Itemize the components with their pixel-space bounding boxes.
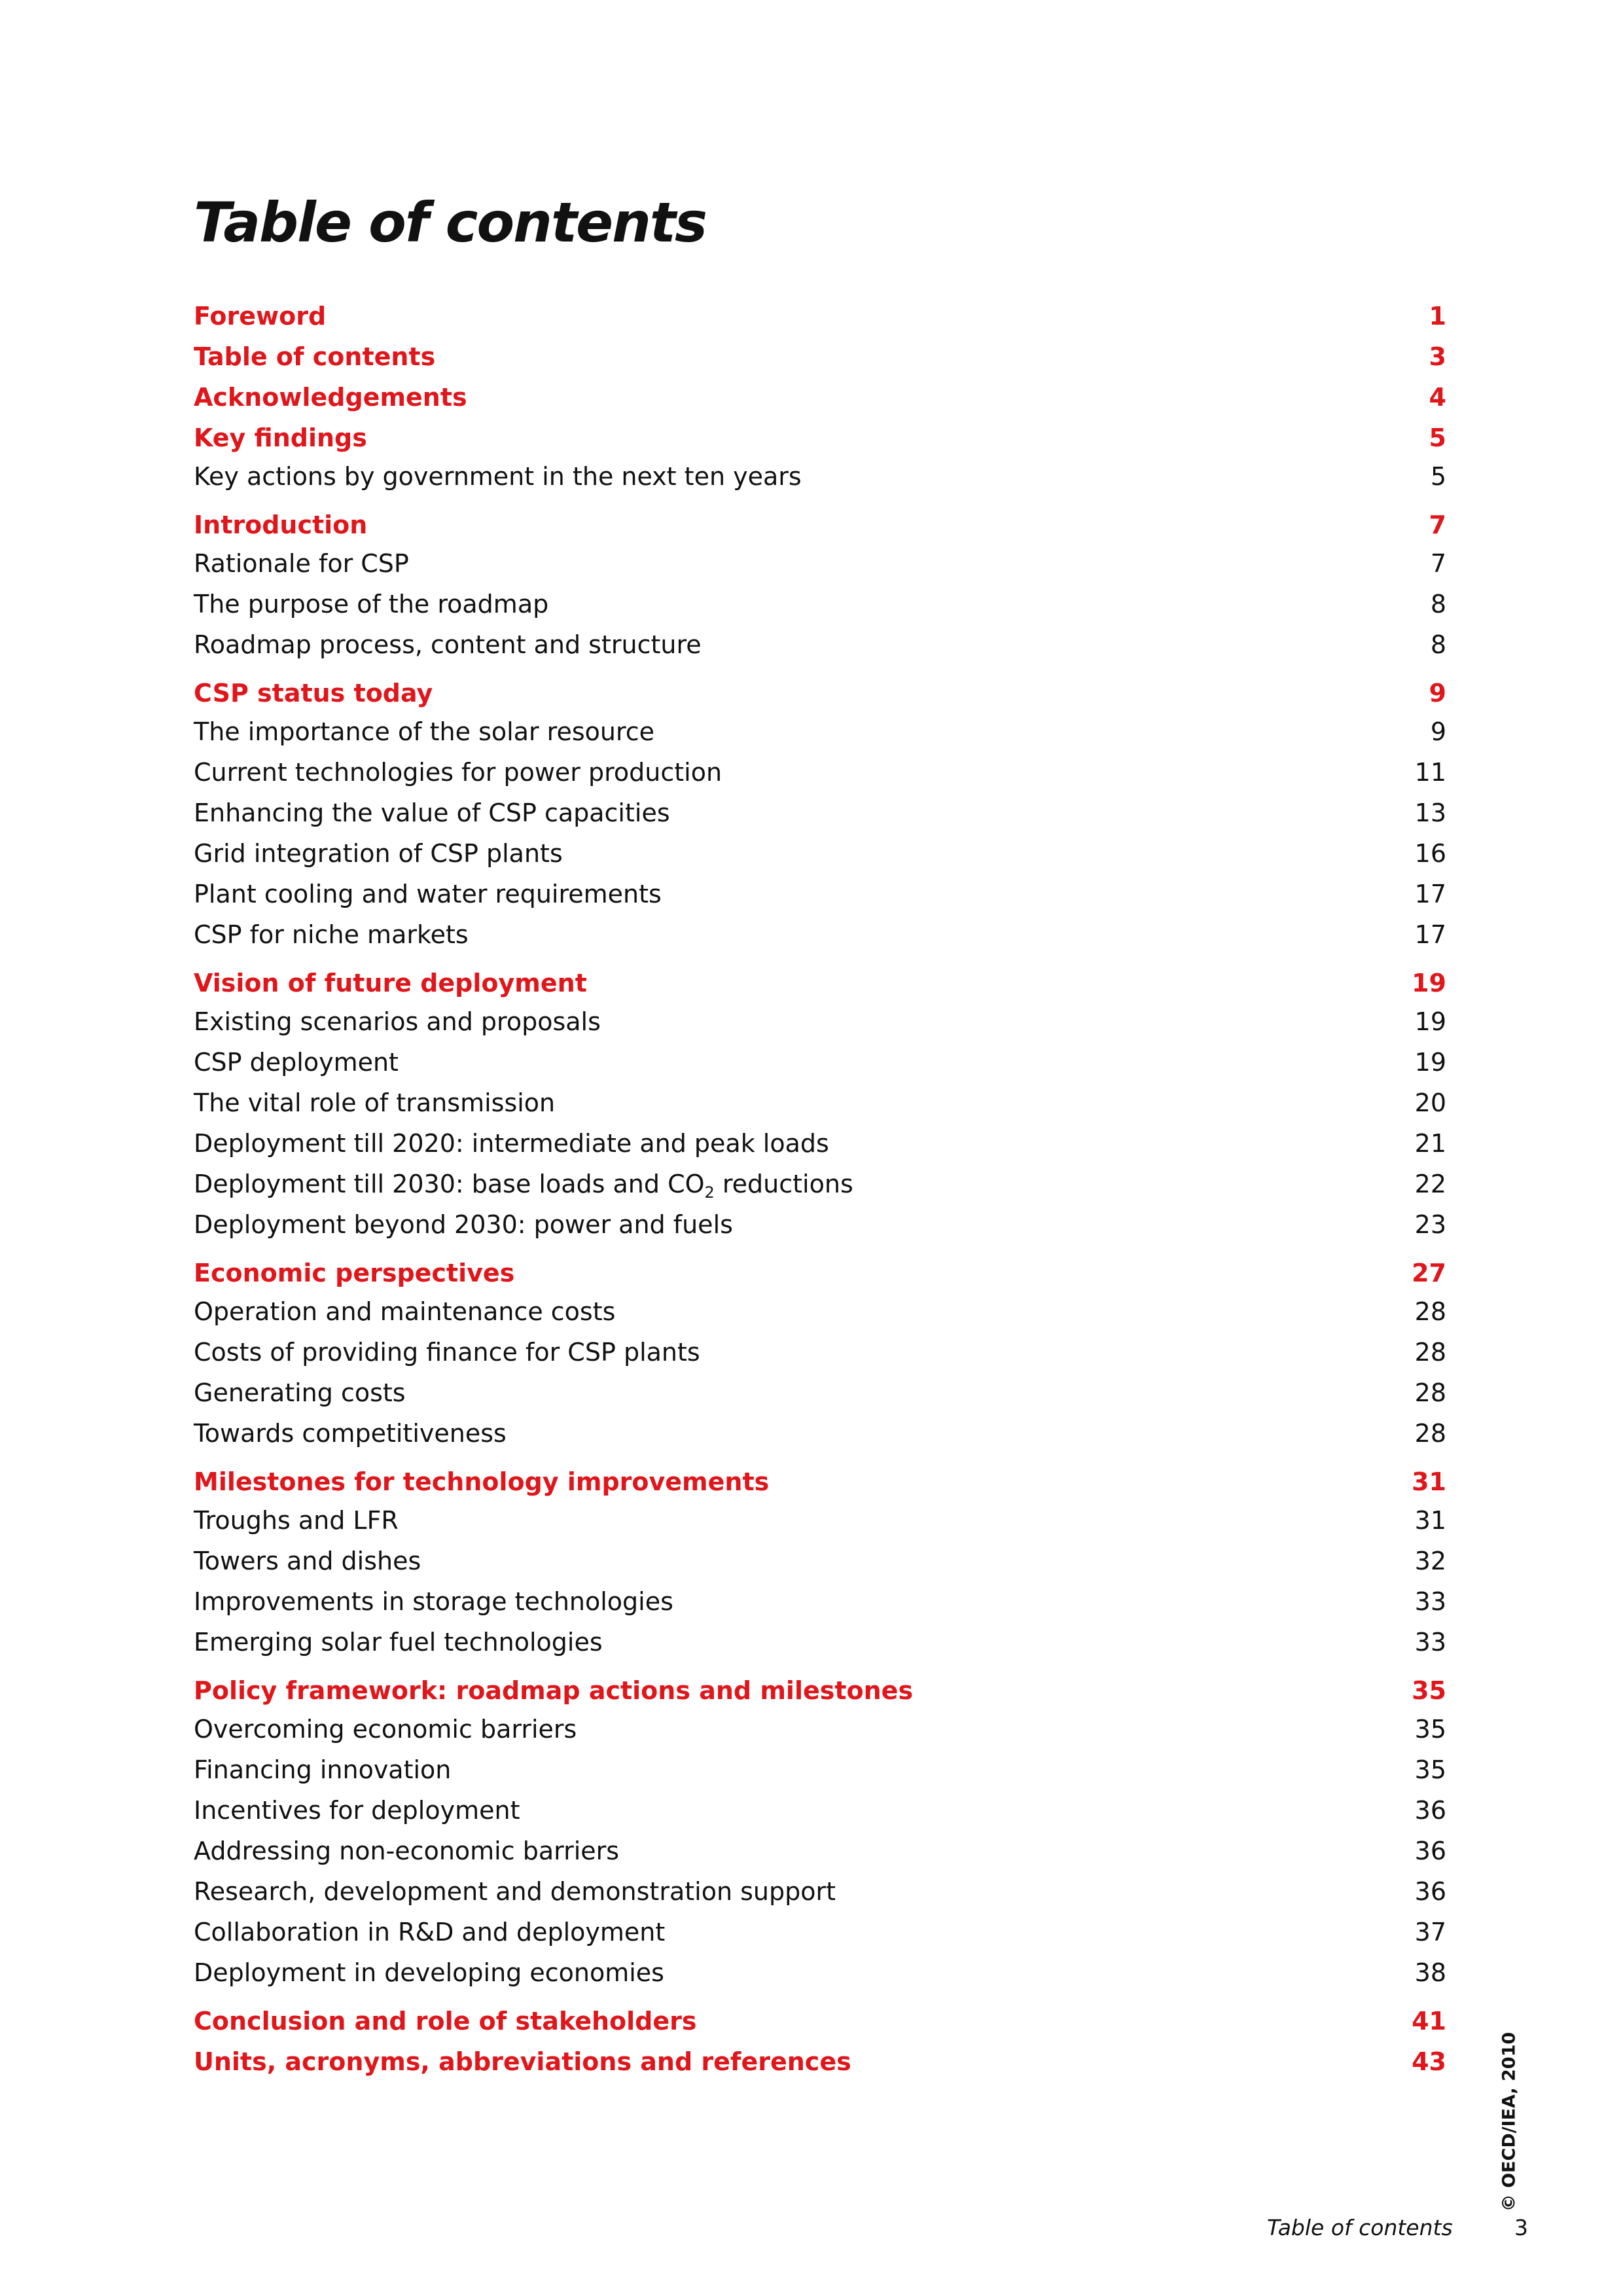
toc-subentry[interactable] <box>194 1709 1446 1749</box>
toc-entry-label <box>194 1541 421 1581</box>
toc-subentry[interactable] <box>194 1871 1446 1912</box>
toc-entry-label-text: Key actions by government in the next ten years <box>194 462 802 491</box>
toc-entry-label-text: Deployment beyond 2030: power and fuels <box>194 1210 733 1239</box>
toc-heading-entry[interactable] <box>194 673 1446 713</box>
toc-subentry[interactable] <box>194 1831 1446 1871</box>
toc-subentry[interactable] <box>194 456 1446 497</box>
toc-entry-page-number: 17 <box>1414 920 1446 949</box>
toc-entry-page-number: 21 <box>1414 1129 1446 1158</box>
toc-entry-page-number: 22 <box>1414 1170 1446 1198</box>
toc-entry-label-text: Addressing non-economic barriers <box>194 1837 620 1865</box>
toc-entry-label-text: Table of contents <box>194 342 436 371</box>
toc-entry-label <box>194 296 326 336</box>
toc-entry-label-text: Economic perspectives <box>194 1259 515 1287</box>
toc-entry-label <box>194 833 563 874</box>
toc-entry-page-number: 27 <box>1412 1259 1446 1287</box>
toc-entry-page-number: 33 <box>1414 1628 1446 1657</box>
toc-entry-page-number: 31 <box>1414 1506 1446 1535</box>
toc-entry-subscript: 2 <box>704 1183 715 1202</box>
toc-subentry[interactable] <box>194 1500 1446 1541</box>
toc-entry-label <box>194 711 654 752</box>
toc-entry-label <box>194 1749 451 1790</box>
toc-entry-label <box>194 2001 697 2041</box>
toc-entry-label-text: Emerging solar fuel technologies <box>194 1628 603 1657</box>
toc-entry-page-number: 28 <box>1414 1419 1446 1448</box>
toc-entry-label-text: The purpose of the roadmap <box>194 590 549 619</box>
toc-heading-entry[interactable] <box>194 2001 1446 2041</box>
table-of-contents <box>194 296 1446 2082</box>
toc-subentry[interactable] <box>194 1204 1446 1245</box>
toc-entry-label <box>194 1670 913 1711</box>
toc-entry-label-text: Enhancing the value of CSP capacities <box>194 798 670 827</box>
toc-subentry[interactable] <box>194 624 1446 665</box>
toc-entry-label-text: Deployment till 2020: intermediate and peak loads <box>194 1129 829 1158</box>
toc-entry-label <box>194 1622 603 1662</box>
toc-subentry[interactable] <box>194 1749 1446 1790</box>
toc-entry-page-number: 19 <box>1414 1048 1446 1077</box>
toc-entry-page-number: 36 <box>1414 1796 1446 1825</box>
toc-entry-label <box>194 1204 733 1245</box>
toc-entry-label-text: The importance of the solar resource <box>194 717 655 746</box>
toc-subentry[interactable] <box>194 752 1446 793</box>
toc-heading-entry[interactable] <box>194 1670 1446 1711</box>
toc-entry-label <box>194 1291 615 1332</box>
toc-entry-label-text: Generating costs <box>194 1378 406 1407</box>
toc-subentry[interactable] <box>194 1083 1446 1123</box>
page-title: Table of contents <box>194 190 707 255</box>
toc-subentry[interactable] <box>194 1332 1446 1372</box>
toc-entry-label-text: CSP for niche markets <box>194 920 469 949</box>
toc-entry-label <box>194 584 548 624</box>
toc-entry-page-number: 13 <box>1414 798 1446 827</box>
toc-entry-page-number: 5 <box>1429 423 1446 452</box>
toc-entry-label-text: Deployment till 2030: base loads and CO <box>194 1170 705 1198</box>
toc-heading-entry[interactable] <box>194 296 1446 336</box>
toc-subentry[interactable] <box>194 1123 1446 1164</box>
toc-entry-page-number: 38 <box>1414 1958 1446 1987</box>
toc-entry-label <box>194 1831 619 1871</box>
toc-heading-entry[interactable] <box>194 418 1446 458</box>
toc-subentry[interactable] <box>194 1952 1446 1993</box>
toc-entry-label-text: CSP deployment <box>194 1048 399 1077</box>
toc-entry-page-number: 9 <box>1429 679 1446 708</box>
toc-entry-label <box>194 1413 507 1454</box>
toc-entry-label <box>194 543 409 584</box>
toc-entry-page-number: 16 <box>1414 839 1446 868</box>
toc-entry-page-number: 31 <box>1412 1467 1446 1496</box>
toc-heading-entry[interactable] <box>194 2041 1446 2082</box>
toc-heading-entry[interactable] <box>194 336 1446 377</box>
toc-entry-label-text: Grid integration of CSP plants <box>194 839 563 868</box>
toc-entry-label-text: Existing scenarios and proposals <box>194 1007 601 1036</box>
toc-entry-label <box>194 1164 853 1204</box>
toc-heading-entry[interactable] <box>194 377 1446 418</box>
toc-entry-label <box>194 505 367 545</box>
toc-heading-entry[interactable] <box>194 963 1446 1003</box>
toc-entry-label <box>194 1253 514 1293</box>
toc-subentry[interactable] <box>194 1001 1446 1042</box>
toc-subentry[interactable] <box>194 1164 1446 1204</box>
toc-entry-label-text: Troughs and LFR <box>194 1506 399 1535</box>
toc-entry-page-number: 43 <box>1412 2047 1446 2076</box>
toc-entry-page-number: 35 <box>1414 1755 1446 1784</box>
toc-entry-label-text: Financing innovation <box>194 1755 452 1784</box>
toc-entry-label-text: Rationale for CSP <box>194 549 409 578</box>
toc-entry-page-number: 41 <box>1412 2007 1446 2036</box>
toc-entry-label <box>194 1042 399 1083</box>
toc-entry-page-number: 1 <box>1429 302 1446 331</box>
toc-entry-label <box>194 418 367 458</box>
toc-entry-label-text: Acknowledgements <box>194 383 467 412</box>
toc-entry-page-number: 19 <box>1412 969 1446 997</box>
toc-entry-page-number: 36 <box>1414 1877 1446 1906</box>
toc-entry-page-number: 4 <box>1429 383 1446 412</box>
toc-entry-label <box>194 456 802 497</box>
toc-entry-label-text: Vision of future deployment <box>194 969 587 997</box>
toc-entry-label <box>194 1912 665 1952</box>
toc-entry-page-number: 8 <box>1430 590 1446 619</box>
toc-entry-label <box>194 874 662 914</box>
toc-entry-label-text: Milestones for technology improvements <box>194 1467 770 1496</box>
toc-entry-label-text: Units, acronyms, abbreviations and references <box>194 2047 851 2076</box>
toc-entry-page-number: 28 <box>1414 1338 1446 1367</box>
toc-entry-page-number: 35 <box>1414 1715 1446 1744</box>
toc-entry-page-number: 11 <box>1414 758 1446 787</box>
toc-subentry[interactable] <box>194 1912 1446 1952</box>
copyright-notice: © OECD/IEA, 2010 <box>1499 2032 1520 2212</box>
toc-entry-label <box>194 624 702 665</box>
toc-entry-label-text: Towers and dishes <box>194 1547 421 1575</box>
toc-subentry[interactable] <box>194 1042 1446 1083</box>
toc-entry-label <box>194 673 433 713</box>
toc-entry-page-number: 7 <box>1429 511 1446 539</box>
toc-entry-label <box>194 793 670 833</box>
toc-subentry[interactable] <box>194 584 1446 624</box>
toc-entry-label-text: Towards competitiveness <box>194 1419 507 1448</box>
toc-entry-label-text: Costs of providing finance for CSP plants <box>194 1338 700 1367</box>
toc-entry-label-text: The vital role of transmission <box>194 1088 556 1117</box>
toc-entry-label <box>194 1462 769 1502</box>
toc-subentry[interactable] <box>194 833 1446 874</box>
toc-entry-label-text: Collaboration in R&D and deployment <box>194 1918 666 1946</box>
toc-entry-label <box>194 1083 555 1123</box>
toc-subentry[interactable] <box>194 793 1446 833</box>
toc-entry-label <box>194 914 469 955</box>
toc-entry-label-text: Research, development and demonstration support <box>194 1877 836 1906</box>
toc-entry-page-number: 35 <box>1412 1676 1446 1705</box>
toc-subentry[interactable] <box>194 1372 1446 1413</box>
toc-heading-entry[interactable] <box>194 1253 1446 1293</box>
toc-entry-label <box>194 1500 399 1541</box>
toc-entry-page-number: 7 <box>1430 549 1446 578</box>
toc-entry-page-number: 3 <box>1429 342 1446 371</box>
toc-entry-label <box>194 377 467 418</box>
toc-entry-label <box>194 1001 601 1042</box>
toc-entry-label <box>194 1790 520 1831</box>
toc-subentry[interactable] <box>194 1541 1446 1581</box>
toc-entry-page-number: 5 <box>1430 462 1446 491</box>
toc-entry-label-suffix: reductions <box>714 1170 853 1198</box>
toc-entry-label <box>194 1581 673 1622</box>
toc-entry-page-number: 36 <box>1414 1837 1446 1865</box>
toc-entry-page-number: 8 <box>1430 630 1446 659</box>
toc-entry-page-number: 17 <box>1414 880 1446 908</box>
toc-entry-page-number: 28 <box>1414 1378 1446 1407</box>
toc-subentry[interactable] <box>194 1291 1446 1332</box>
footer-section-label: Table of contents <box>1267 2215 1453 2240</box>
toc-entry-page-number: 23 <box>1414 1210 1446 1239</box>
toc-entry-label-text: Current technologies for power production <box>194 758 722 787</box>
toc-entry-label-text: Policy framework: roadmap actions and milestones <box>194 1676 914 1705</box>
toc-entry-label-text: Deployment in developing economies <box>194 1958 664 1987</box>
toc-entry-page-number: 19 <box>1414 1007 1446 1036</box>
footer-page-number: 3 <box>1514 2215 1528 2240</box>
toc-entry-label <box>194 1871 836 1912</box>
toc-entry-label <box>194 1332 700 1372</box>
toc-entry-page-number: 32 <box>1414 1547 1446 1575</box>
toc-entry-label <box>194 752 722 793</box>
toc-subentry[interactable] <box>194 874 1446 914</box>
toc-entry-label <box>194 1372 406 1413</box>
toc-entry-label-text: CSP status today <box>194 679 433 708</box>
toc-entry-label-text: Plant cooling and water requirements <box>194 880 662 908</box>
toc-entry-label <box>194 336 435 377</box>
toc-entry-label-text: Incentives for deployment <box>194 1796 520 1825</box>
toc-subentry[interactable] <box>194 543 1446 584</box>
toc-entry-label <box>194 963 587 1003</box>
toc-entry-label-text: Operation and maintenance costs <box>194 1297 616 1326</box>
toc-entry-label <box>194 1709 577 1749</box>
toc-heading-entry[interactable] <box>194 1462 1446 1502</box>
toc-entry-label-text: Improvements in storage technologies <box>194 1587 673 1616</box>
toc-entry-label-text: Roadmap process, content and structure <box>194 630 702 659</box>
toc-subentry[interactable] <box>194 1581 1446 1622</box>
toc-subentry[interactable] <box>194 1790 1446 1831</box>
toc-entry-page-number: 20 <box>1414 1088 1446 1117</box>
toc-entry-label-text: Introduction <box>194 511 368 539</box>
toc-subentry[interactable] <box>194 914 1446 955</box>
toc-entry-page-number: 28 <box>1414 1297 1446 1326</box>
toc-entry-page-number: 33 <box>1414 1587 1446 1616</box>
toc-entry-page-number: 37 <box>1414 1918 1446 1946</box>
toc-entry-label <box>194 1952 664 1993</box>
toc-heading-entry[interactable] <box>194 505 1446 545</box>
toc-entry-label <box>194 2041 851 2082</box>
toc-entry-label-text: Foreword <box>194 302 327 331</box>
toc-entry-page-number: 9 <box>1430 717 1446 746</box>
toc-subentry[interactable] <box>194 711 1446 752</box>
toc-subentry[interactable] <box>194 1622 1446 1662</box>
toc-entry-label-text: Overcoming economic barriers <box>194 1715 577 1744</box>
toc-entry-label-text: Conclusion and role of stakeholders <box>194 2007 697 2036</box>
toc-subentry[interactable] <box>194 1413 1446 1454</box>
toc-entry-label-text: Key findings <box>194 423 367 452</box>
toc-entry-label <box>194 1123 829 1164</box>
